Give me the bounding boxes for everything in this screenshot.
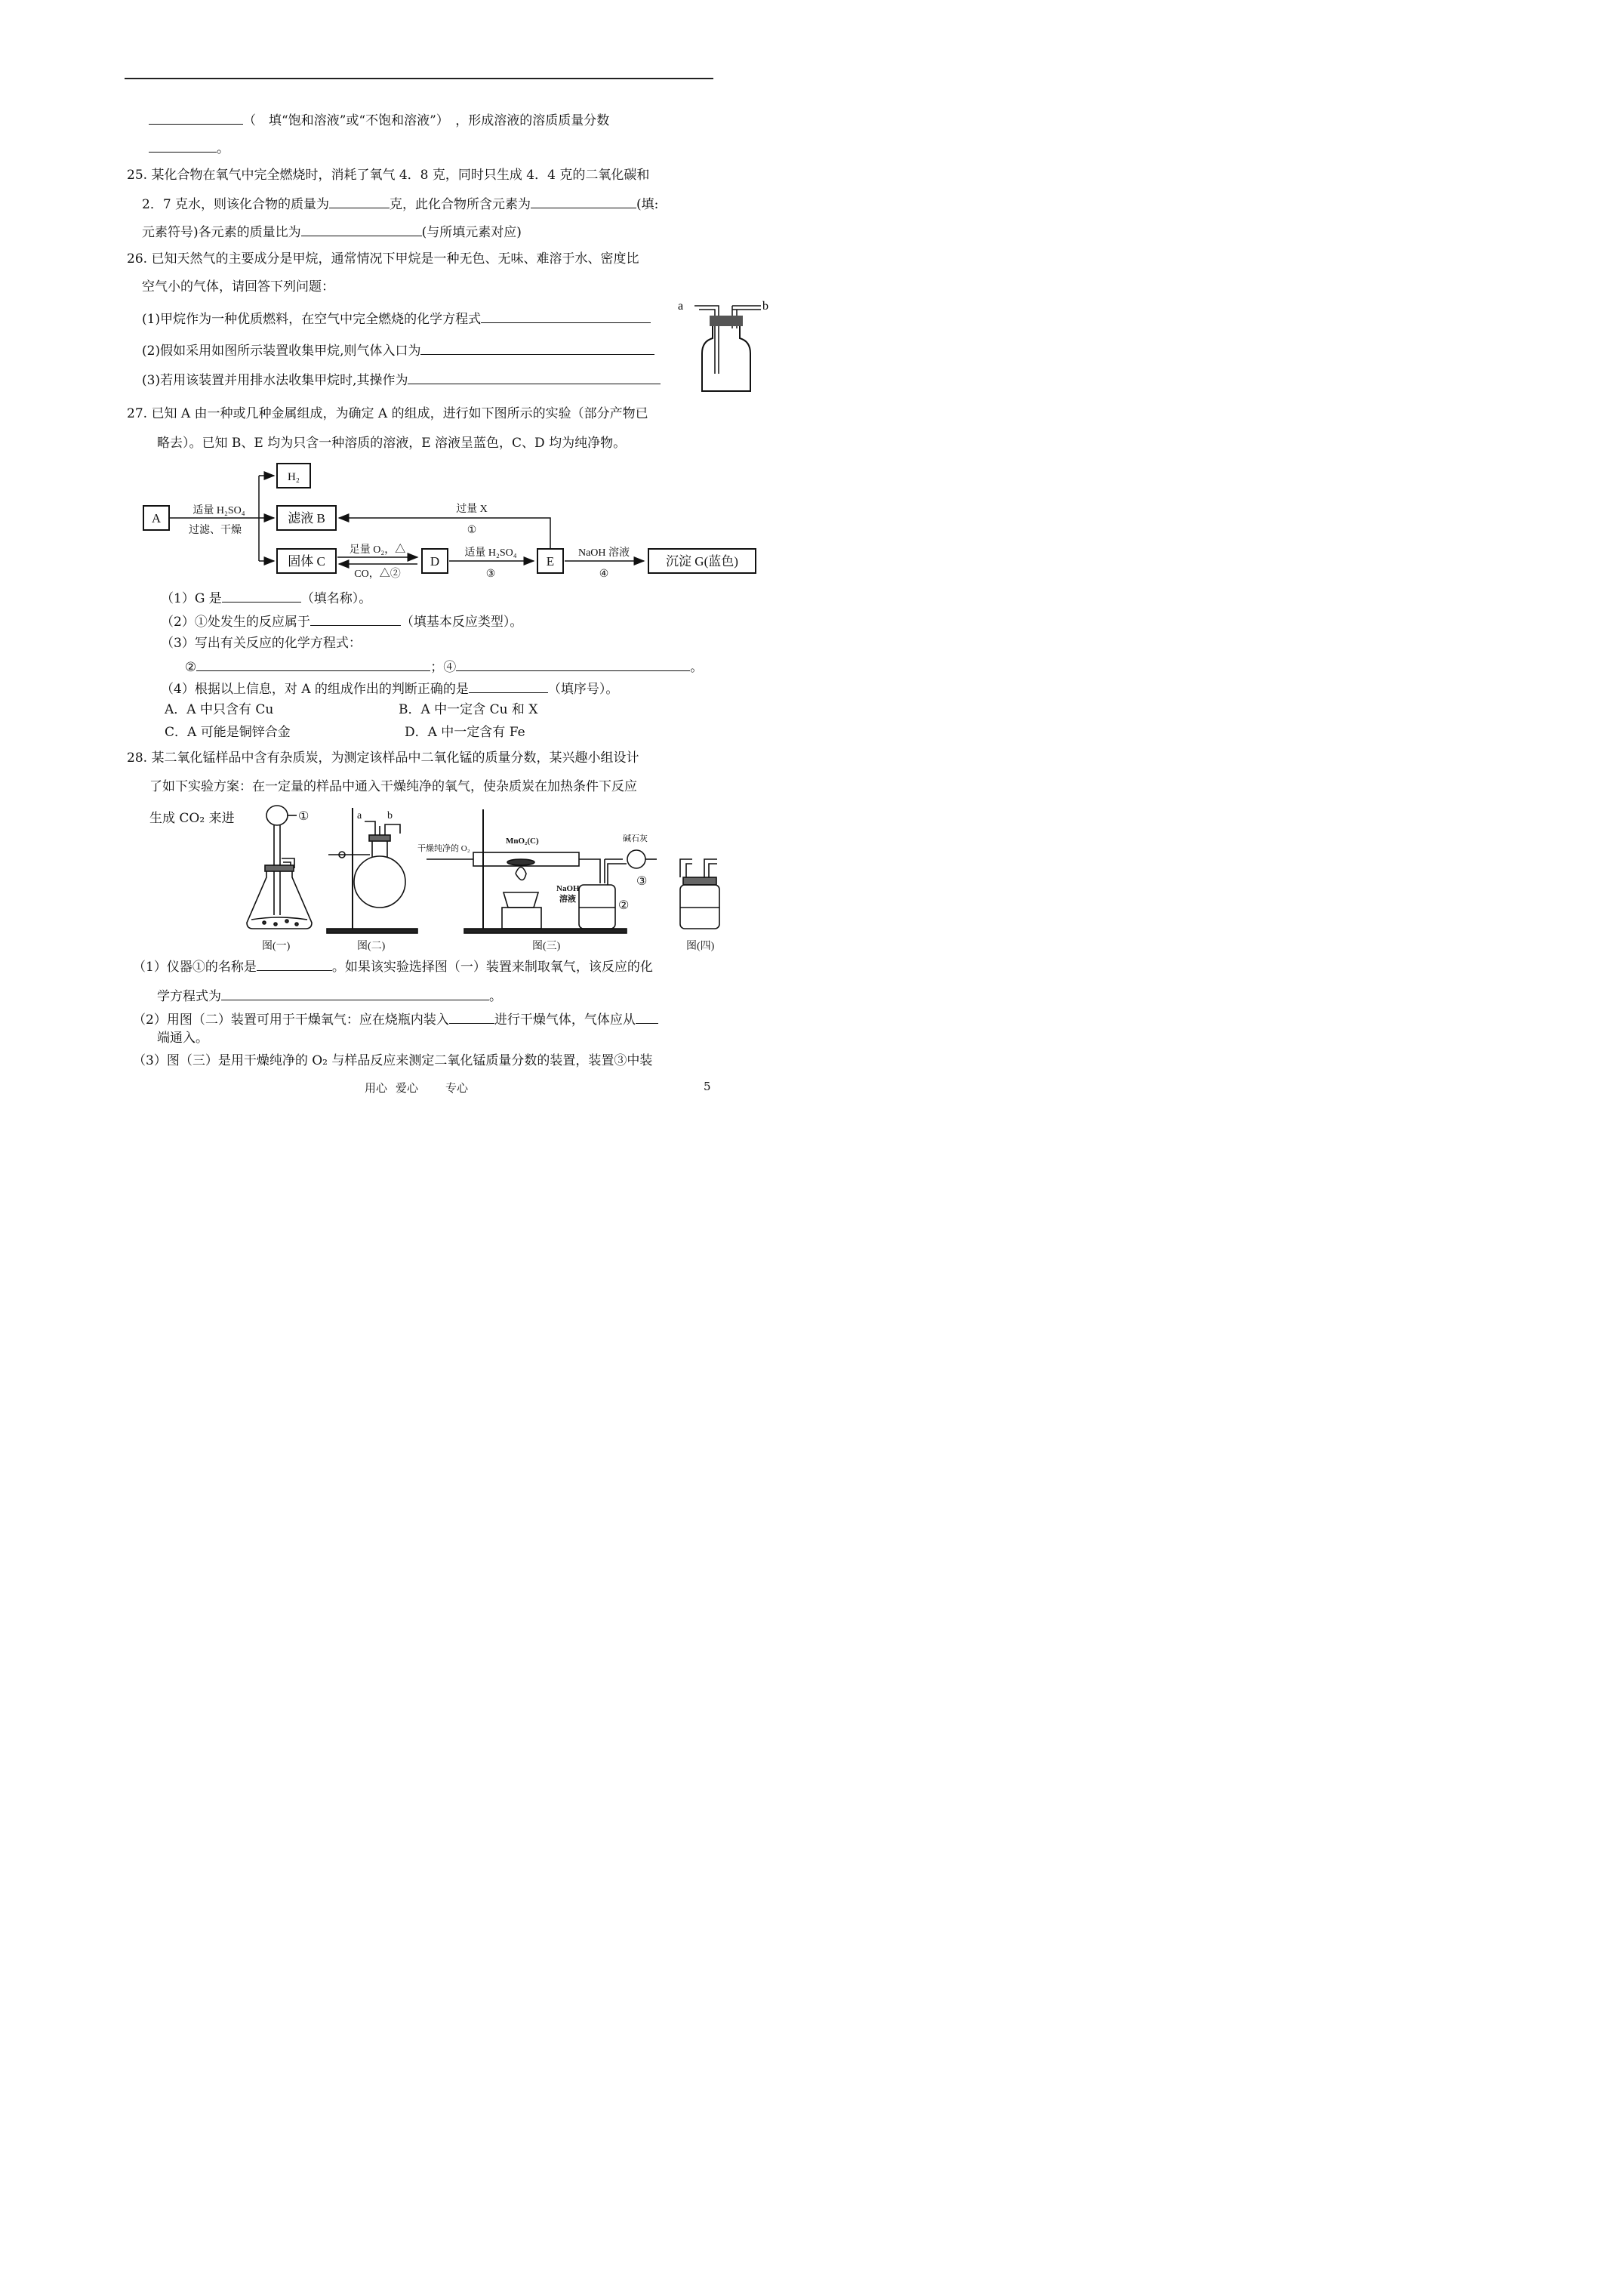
text: 。 (489, 989, 502, 1004)
answer-blank (456, 657, 690, 671)
figure-1-caption: 图(一) (262, 941, 291, 952)
text: （1）仪器①的名称是 (133, 960, 257, 975)
bottle-4 (680, 885, 719, 929)
q28-line-3: 生成 CO₂ 来进 (149, 811, 235, 826)
q27-line-1: 27. 已知 A 由一种或几种金属组成，为确定 A 的组成，进行如下图所示的实验（部分产物已 (127, 406, 648, 421)
q28-sub-2 (133, 1009, 658, 1029)
text: （填名称）。 (300, 591, 372, 606)
naoh-label-2: 溶液 (559, 895, 576, 904)
answer-blank (310, 612, 401, 626)
answer-blank (149, 110, 243, 125)
figure-2 (327, 808, 417, 952)
conical-flask (247, 870, 312, 929)
cd-top: 足量 O₂，△ (349, 544, 406, 556)
q27-sub-1 (161, 588, 371, 608)
answer-blank (531, 194, 636, 208)
text: (填: (636, 197, 659, 212)
answer-blank (301, 222, 422, 236)
tube-left (680, 859, 692, 877)
text: 元素符号)各元素的质量比为 (142, 225, 301, 240)
naoh-bottle (579, 885, 615, 929)
q26-sub-1 (142, 309, 651, 328)
box-D-label: D (430, 554, 440, 569)
tube-b (385, 824, 400, 835)
q26-line-1: 26. 已知天然气的主要成分是甲烷，通常情况下甲烷是一种无色、无味、难溶于水、密度比 (127, 251, 639, 267)
soda-lime-label: 碱石灰 (623, 834, 648, 843)
option-d: D．A 中一定含有 Fe (405, 725, 525, 740)
answer-blank (408, 370, 661, 384)
text: 。 (217, 141, 229, 156)
connecting-tube (579, 859, 623, 883)
text: 。如果该实验选择图（一）装置来制取氧气，该反应的化 (331, 960, 653, 975)
q25-line-3 (142, 222, 522, 242)
gas-bottle-figure (672, 294, 785, 400)
figure-3-caption: 图(三) (532, 941, 561, 952)
q26-sub-2 (142, 341, 654, 360)
tube-right (704, 859, 717, 877)
text: (与所填元素对应) (421, 225, 522, 240)
box-G-label: 沉淀 G(蓝色) (666, 554, 738, 569)
text: 克，此化合物所含元素为 (390, 197, 531, 212)
flame (516, 868, 526, 880)
q25-line-2 (142, 194, 658, 214)
footer-text-2: 爱心 (396, 1081, 419, 1095)
answer-blank (221, 986, 489, 1000)
text: 2．7 克水，则该化合物的质量为 (142, 197, 330, 212)
particle (274, 923, 277, 926)
stand-base (327, 929, 417, 933)
text: 进行干燥气体，气体应从 (494, 1012, 636, 1028)
label-b: b (387, 810, 393, 821)
arrow1-bottom: 过滤、干燥 (189, 525, 242, 536)
callout-1: ① (298, 810, 310, 823)
q25-line-1: 25. 某化合物在氧气中完全燃烧时，消耗了氧气 4．8 克，同时只生成 4．4 克的二氧化碳和 (127, 168, 650, 183)
round-flask (354, 856, 405, 908)
label-b: b (762, 300, 768, 313)
q27-sub-3-equations (185, 657, 703, 676)
q27-sub-2 (161, 612, 522, 631)
flask-stopper (265, 865, 294, 871)
sample (507, 859, 534, 865)
flask-neck (372, 840, 387, 857)
answer-blank (149, 138, 217, 153)
page-number: 5 (704, 1080, 711, 1093)
particle (285, 920, 288, 923)
q26-line-2: 空气小的气体，请回答下列问题： (142, 279, 334, 294)
x-bottom: ① (467, 525, 477, 536)
q28-sub-3: （3）图（三）是用干燥纯净的 O₂ 与样品反应来测定二氧化锰质量分数的装置，装置③中装 (133, 1053, 653, 1068)
text: （4）根据以上信息，对 A 的组成作出的判断正确的是 (161, 682, 469, 697)
de-top: 适量 H₂SO₄ (464, 547, 517, 559)
drying-tube (627, 850, 645, 868)
q28-line-1: 28. 某二氧化锰样品中含有杂质炭，为测定该样品中二氧化锰的质量分数，某兴趣小组设计 (127, 750, 639, 766)
box-A-label: A (151, 511, 162, 525)
arrow1-top: 适量 H₂SO₄ (192, 505, 245, 516)
stopper-4 (683, 877, 716, 885)
footer-text-3: 专心 (445, 1081, 469, 1095)
particle (295, 923, 298, 926)
de-bottom: ③ (485, 569, 496, 580)
answer-blank (257, 957, 332, 971)
eg-top: NaOH 溶液 (577, 547, 630, 559)
eg-bottom: ④ (599, 569, 609, 580)
box-E-label: E (546, 554, 555, 569)
mno2-label: MnO₂(C) (506, 837, 539, 846)
text: （2）①处发生的反应属于 (161, 615, 310, 630)
outlet-tube (608, 864, 627, 885)
funnel-bulb (266, 806, 288, 825)
answer-blank (636, 1009, 658, 1024)
q27-sub-4 (161, 679, 618, 698)
text: ；④ (430, 660, 457, 675)
q28-line-2: 了如下实验方案：在一定量的样品中通入干燥纯净的氧气，使杂质炭在加热条件下反应 (149, 779, 637, 794)
option-a: A．A 中只含有 Cu (165, 702, 274, 717)
option-b: B．A 中一定含 Cu 和 X (399, 702, 538, 717)
x-top: 过量 X (456, 504, 488, 515)
figure-4-caption: 图(四) (686, 941, 715, 952)
answer-blank (329, 194, 390, 208)
text: ② (185, 660, 197, 675)
box-B-label: 滤液 B (288, 511, 325, 525)
o2-label: 干燥纯净的 O₂ (417, 844, 470, 853)
q27-sub-3: （3）写出有关反应的化学方程式： (161, 636, 362, 651)
text: (3)若用该装置并用排水法收集甲烷时,其操作为 (142, 373, 408, 388)
text: （1）G 是 (161, 591, 222, 606)
box-C-label: 固体 C (288, 554, 325, 569)
tube-a (365, 821, 380, 835)
flow-chart (140, 461, 762, 581)
liquid-surface (251, 917, 307, 920)
burner (504, 892, 538, 908)
answer-blank (469, 679, 548, 693)
label-a: a (357, 810, 362, 821)
stopper (710, 316, 743, 326)
header-rule (125, 78, 713, 79)
answer-blank (481, 309, 651, 323)
cd-bottom: CO，△② (354, 569, 401, 580)
option-c: C．A 可能是铜锌合金 (165, 725, 291, 740)
answer-blank (420, 341, 654, 355)
stand-base-3 (464, 929, 627, 933)
text: (2)假如采用如图所示装置收集甲烷,则气体入口为 (142, 344, 421, 359)
callout-3: ③ (636, 875, 648, 888)
figure-3 (417, 809, 657, 952)
text: 。 (690, 660, 704, 675)
answer-line-1 (149, 110, 609, 130)
answer-blank (449, 1009, 494, 1024)
particle (263, 921, 266, 924)
label-a: a (678, 300, 684, 313)
answer-line-2 (149, 138, 229, 158)
answer-blank (196, 657, 430, 671)
figure-4 (680, 859, 719, 952)
q26-sub-3 (142, 370, 661, 390)
text: （2）用图（二）装置可用于干燥氧气：应在烧瓶内装入 (133, 1012, 449, 1028)
text: （填序号）。 (547, 682, 619, 697)
q28-sub-1 (133, 957, 653, 976)
apparatus-figure (230, 802, 721, 953)
text: （填基本反应类型）。 (400, 615, 523, 630)
q28-sub-2b: 端通入。 (157, 1031, 208, 1046)
bottle-body (702, 326, 750, 391)
figure-2-caption: 图(二) (357, 941, 386, 952)
text: (1)甲烷作为一种优质燃料，在空气中完全燃烧的化学方程式 (142, 312, 482, 327)
box-H2-label: H₂ (287, 471, 300, 483)
figure-1 (247, 806, 312, 952)
flask-stopper-2 (369, 835, 390, 841)
burner-base (502, 908, 541, 929)
naoh-label: NaOH (556, 884, 580, 893)
text: 学方程式为 (157, 989, 221, 1004)
footer-text-1: 用心 (365, 1081, 388, 1095)
q28-sub-1b (157, 986, 502, 1006)
q27-line-2: 略去）。已知 B、E 均为只含一种溶质的溶液，E 溶液呈蓝色，C、D 均为纯净物。 (157, 436, 627, 451)
answer-blank (222, 588, 301, 603)
text: （ 填“饱和溶液”或“不饱和溶液”） ，形成溶液的溶质质量分数 (243, 113, 610, 128)
callout-2: ② (618, 899, 630, 912)
